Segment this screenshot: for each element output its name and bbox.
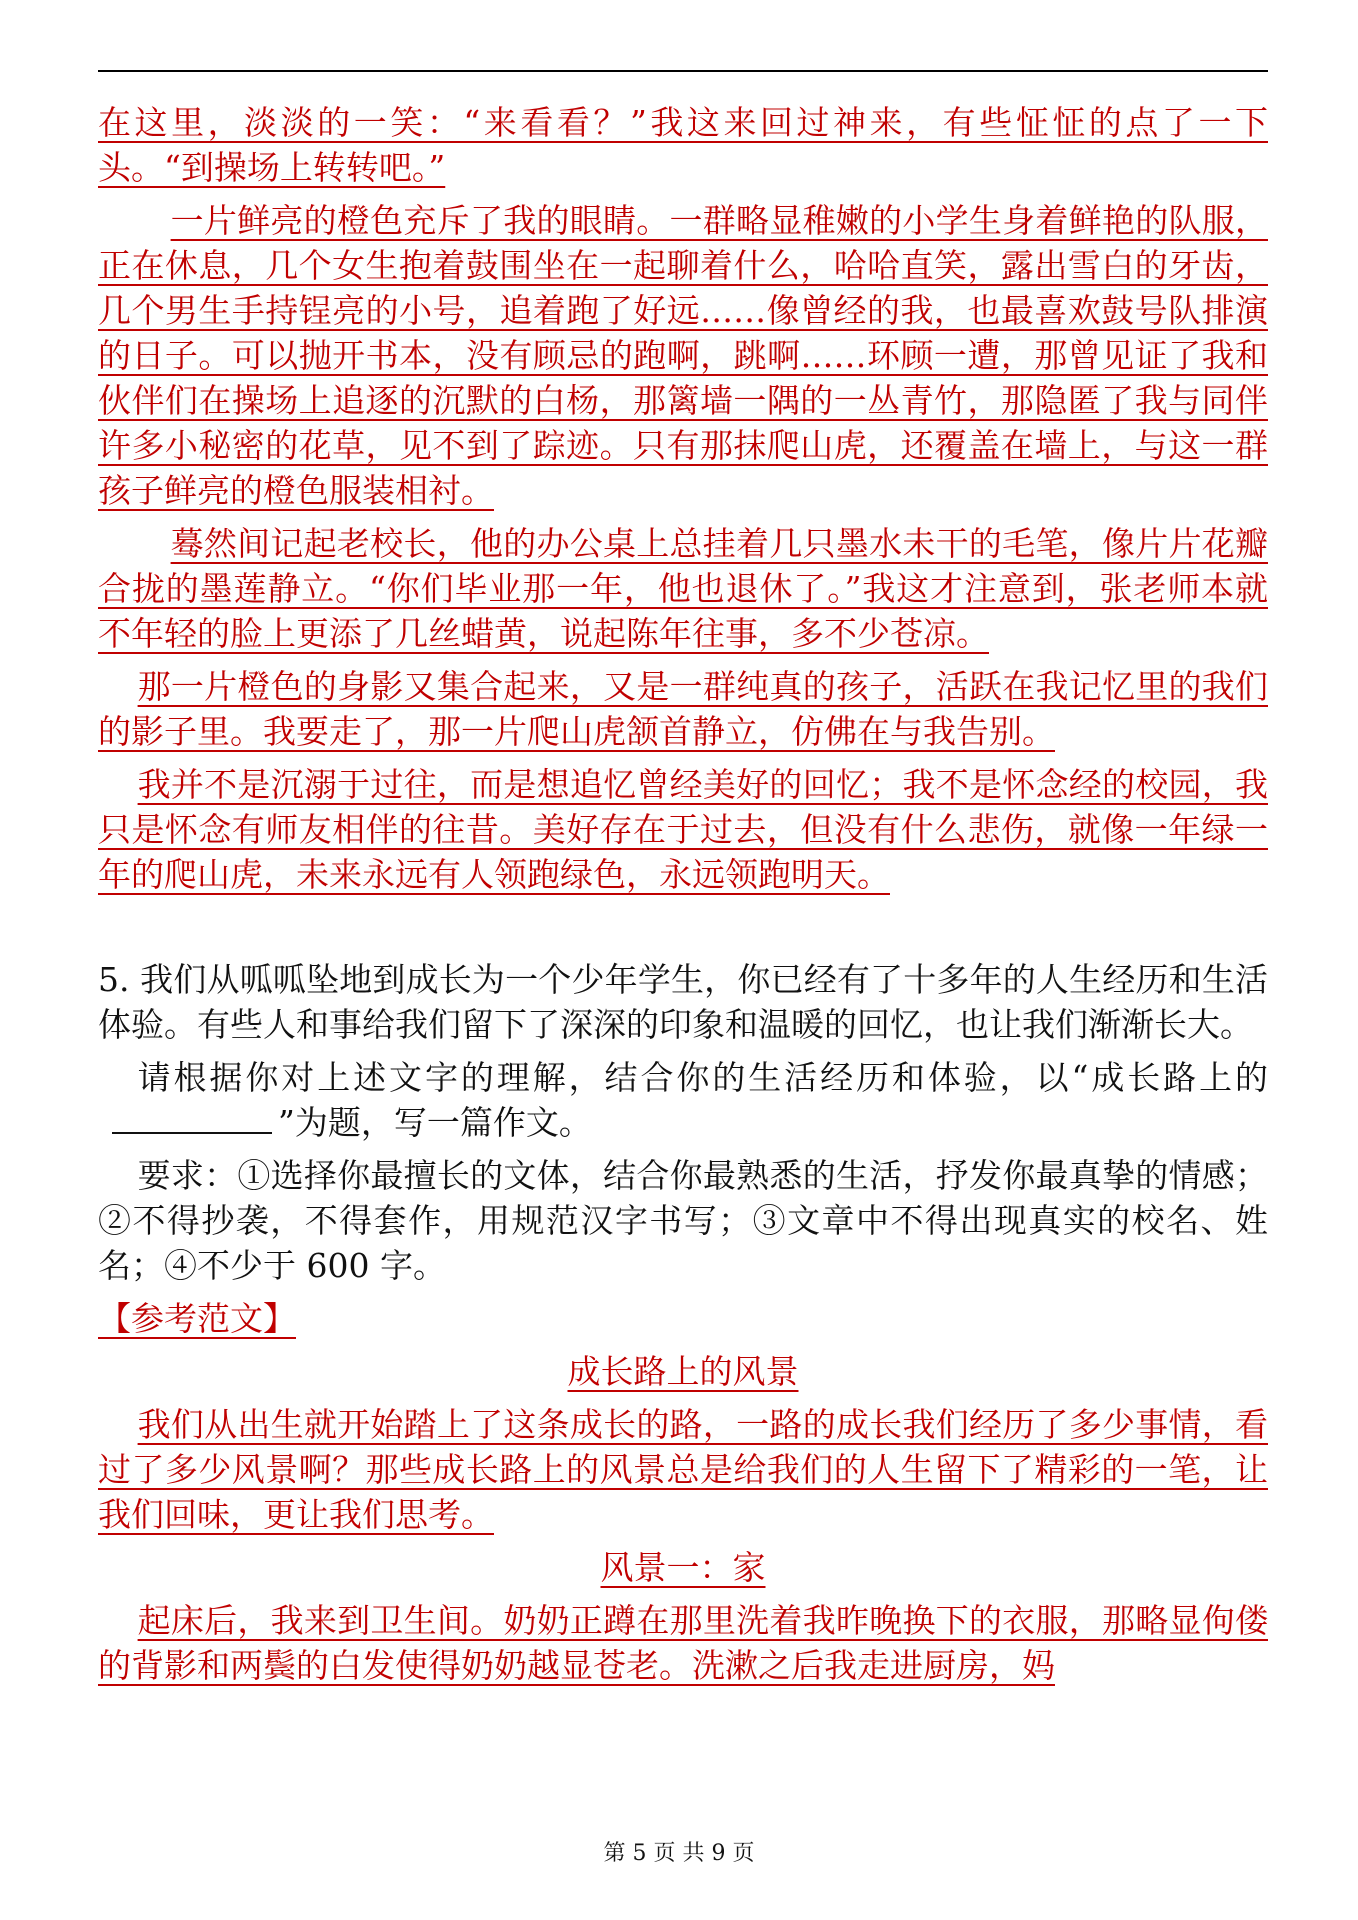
essay-paragraph-4: 那一片橙色的身影又集合起来，又是一群纯真的孩子，活跃在我记忆里的我们的影子里。我要走了，那一片爬山虎颔首静立，仿佛在与我告别。 — [98, 667, 1268, 751]
question-text: 我们从呱呱坠地到成长为一个少年学生，你已经有了十多年的人生经历和生活体验。有些人和事给我们留下了深深的印象和温暖的回忆，也让我们渐渐长大。 — [98, 960, 1268, 1044]
model-essay-section-1-text: 起床后，我来到卫生间。奶奶正蹲在那里洗着我昨晚换下的衣服，那略显佝偻的背影和两鬓的白发使得奶奶越显苍老。洗漱之后我走进厨房，妈 — [98, 1601, 1268, 1685]
page-number-footer: 第 5 页 共 9 页 — [603, 1841, 755, 1866]
document-content — [98, 100, 1268, 1696]
title-blank — [112, 1104, 272, 1134]
question-requirements: 要求：①选择你最擅长的文体，结合你最熟悉的生活，抒发你最真挚的情感；②不得抄袭，不得套作，用规范汉字书写；③文章中不得出现真实的校名、姓名；④不少于 600 字。 — [98, 1156, 1268, 1285]
document-page — [98, 0, 1268, 1920]
essay-paragraph-2: 一片鲜亮的橙色充斥了我的眼睛。一群略显稚嫩的小学生身着鲜艳的队服，正在休息，几个女生抱着鼓围坐在一起聊着什么，哈哈直笑，露出雪白的牙齿，几个男生手持锃亮的小号，追着跑了好远……像曾经的我，也最喜欢鼓号队排演的日子。可以抛开书本，没有顾忌的跑啊，跳啊……环顾一遭，那曾见证了我和伙伴们在操场上追逐的沉默的白杨，那篱墙一隅的一丛青竹，那隐匿了我与同伴许多小秘密的花草，见不到了踪迹。只有那抹爬山虎，还覆盖在墙上，与这一群孩子鲜亮的橙色服装相衬。 — [98, 201, 1268, 510]
question-5 — [98, 957, 1268, 1047]
prompt-before: 请根据你对上述文字的理解，结合你的生活经历和体验，以“成长路上的 — [137, 1058, 1268, 1097]
essay-paragraph-5: 我并不是沉溺于过往，而是想追忆曾经美好的回忆；我不是怀念经的校园，我只是怀念有师友相伴的往昔。美好存在于过去，但没有什么悲伤，就像一年绿一年的爬山虎，未来永远有人领跑绿色，永远领跑明天。 — [98, 765, 1268, 894]
header-rule — [98, 70, 1268, 72]
essay-paragraph-3: 蓦然间记起老校长，他的办公桌上总挂着几只墨水未干的毛笔，像片片花瓣合拢的墨莲静立。“你们毕业那一年，他也退休了。”我这才注意到，张老师本就不年轻的脸上更添了几丝蜡黄，说起陈年往事，多不少苍凉。 — [98, 524, 1268, 653]
prompt-after: ”为题，写一篇作文。 — [278, 1103, 592, 1142]
question-number: 5. — [98, 960, 130, 999]
essay-paragraph-1: 在这里，淡淡的一笑：“来看看？”我这来回过神来，有些怔怔的点了一下头。“到操场上转转吧。” — [98, 103, 1268, 187]
model-essay-section-1-title: 风景一：家 — [600, 1548, 766, 1587]
question-prompt — [98, 1055, 1268, 1145]
model-essay-intro: 我们从出生就开始踏上了这条成长的路，一路的成长我们经历了多少事情，看过了多少风景啊？那些成长路上的风景总是给我们的人生留下了精彩的一笔，让我们回味，更让我们思考。 — [98, 1405, 1268, 1534]
model-essay-label: 【参考范文】 — [98, 1299, 296, 1338]
model-essay-title: 成长路上的风景 — [567, 1352, 799, 1391]
